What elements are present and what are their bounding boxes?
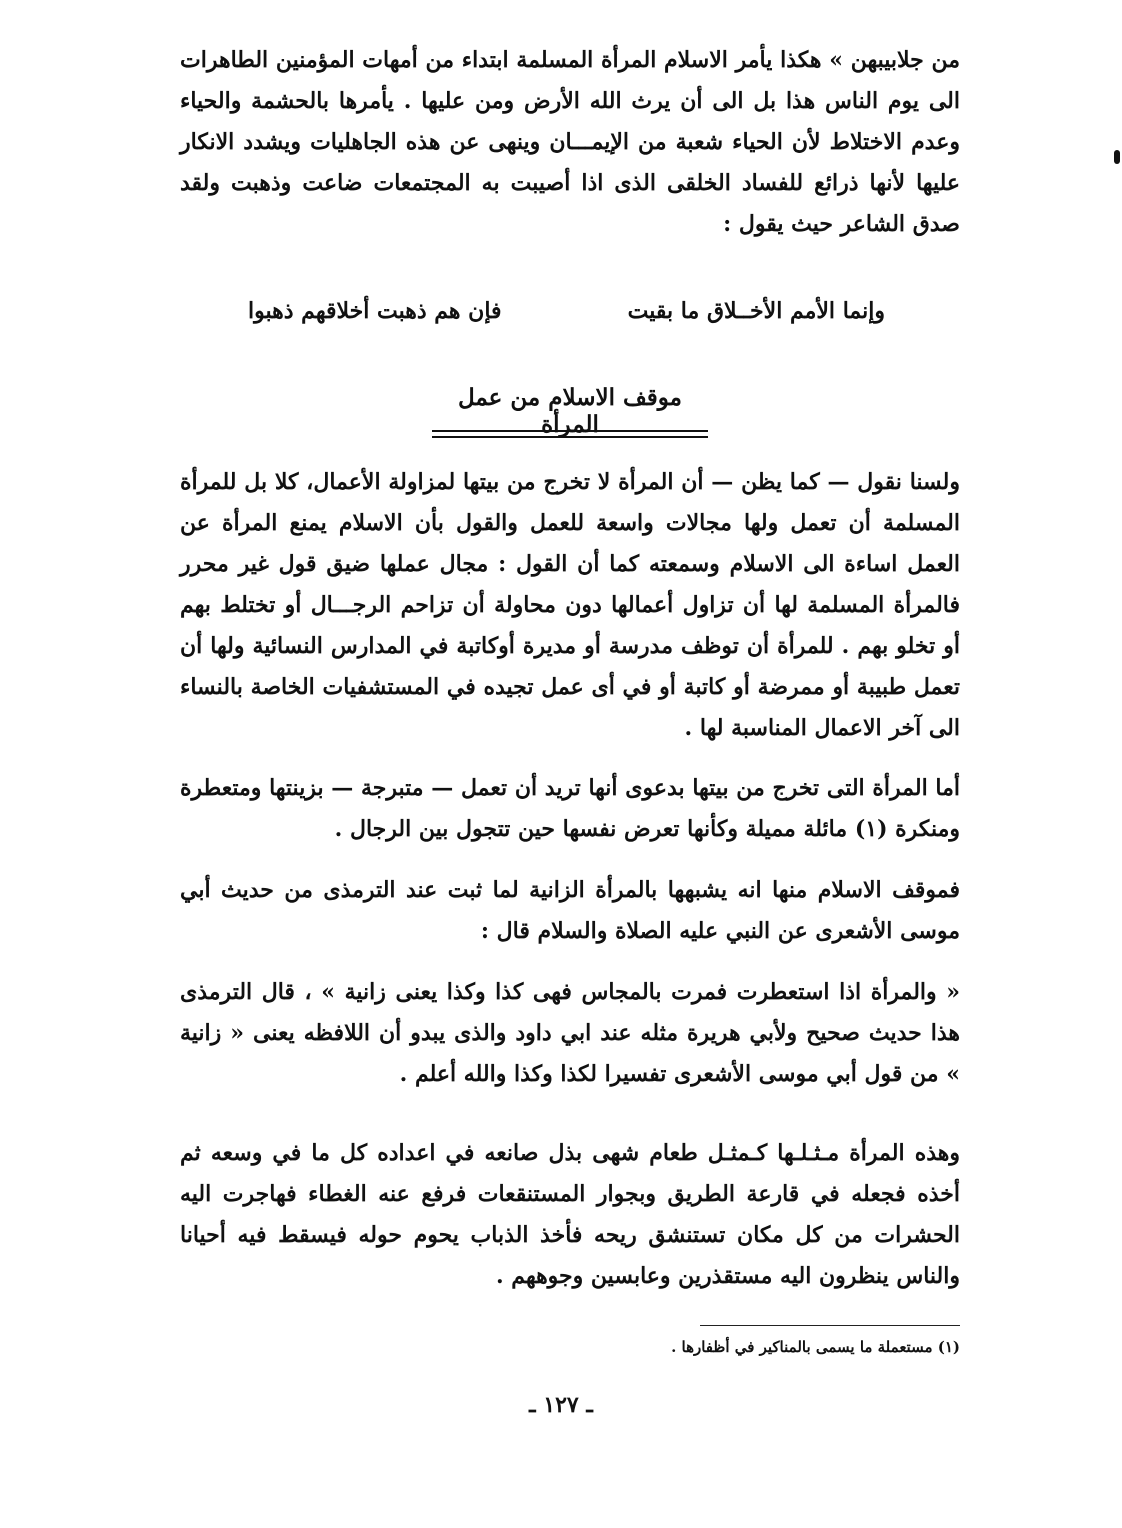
section-heading: موقف الاسلام من عمل المرأة [457, 384, 683, 438]
islam-stance-paragraph: فموقف الاسلام منها انه يشبهها بالمرأة الزانية لما ثبت عند الترمذى من حديث أبي موسى الأشعرى عن النبي عليه الصلاة والسلام قال : [180, 877, 960, 944]
heading-underline-top [432, 430, 708, 432]
margin-mark [1114, 150, 1120, 164]
heading-underline-bottom [432, 436, 708, 438]
verse-second-hemistich: فإن هم ذهبت أخلاقهم ذهبوا [248, 298, 502, 324]
parable-paragraph: وهذه المرأة مـثـلـها كـمثـل طعام شهى بذل صانعه في اعداده كل ما في وسعه ثم أخذه فجعله في قارعة الطريق وبجوار المستنقعات فرفع عنه الغطاء فهاجرت اليه الحشرات من كل مكان تستنشق ريحه فأخذ الذباب يحوم حوله فيسقط فيه أحيانا والناس ينظرون اليه مستقذرين وعابسين وجوههم . [180, 1140, 960, 1289]
footnote-separator [700, 1325, 960, 1326]
hadith-paragraph: « والمرأة اذا استعطرت فمرت بالمجاس فهى كذا وكذا يعنى زانية » ، قال الترمذى هذا حديث صحيح ولأبي هريرة مثله عند ابي داود والذى يبدو أن اللافظه يعنى « زانية » من قول أبي موسى الأشعرى تفسيرا لكذا وكذا والله أعلم . [180, 979, 960, 1087]
work-paragraph: ولسنا نقول — كما يظن — أن المرأة لا تخرج من بيتها لمزاولة الأعمال، كلا بل للمرأة المسلمة أن تعمل ولها مجالات واسعة للعمل والقول بأن الاسلام يمنع المرأة عن العمل اساءة الى الاسلام وسمعته كما أن القول : مجال عملها ضيق قول غير محرر فالمرأة المسلمة لها أن تزاول أعمالها دون محاولة أن تزاحم الرجـــال أو تختلط بهم أو تخلو بهم . للمرأة أن توظف مدرسة أو مديرة أوكاتبة في المدارس النسائية ولها أن تعمل طبيبة أو ممرضة أو كاتبة أو في أى عمل تجيده في المستشفيات الخاصة بالنساء الى آخر الاعمال المناسبة لها . [180, 469, 960, 741]
poetry-verse [180, 290, 960, 334]
verse-first-hemistich: وإنما الأمم الأخــلاق ما بقيت [627, 298, 885, 324]
intro-paragraph: من جلابيبهن » هكذا يأمر الاسلام المرأة المسلمة ابتداء من أمهات المؤمنين الطاهرات الى يوم الناس هذا بل الى أن يرث الله الأرض ومن عليها . يأمرها بالحشمة والحياء وعدم الاختلاط لأن الحياء شعبة من الإيمـــان وينهى عن هذه الجاهليات ويشدد الانكار عليها لأنها ذرائع للفساد الخلقى الذى اذا أصيبت به المجتمعات ضاعت وذهبت ولقد صدق الشاعر حيث يقول : [180, 47, 960, 237]
footnote: (١) مستعملة ما يسمى بالمناكير في أظفارها . [671, 1338, 960, 1356]
leaving-home-paragraph: أما المرأة التى تخرج من بيتها بدعوى أنها تريد أن تعمل — متبرجة — بزينتها ومتعطرة ومنكرة (١) مائلة مميلة وكأنها تعرض نفسها حين تتجول بين الرجال . [180, 775, 960, 842]
page-number: ـ ١٢٧ ـ [529, 1392, 593, 1418]
